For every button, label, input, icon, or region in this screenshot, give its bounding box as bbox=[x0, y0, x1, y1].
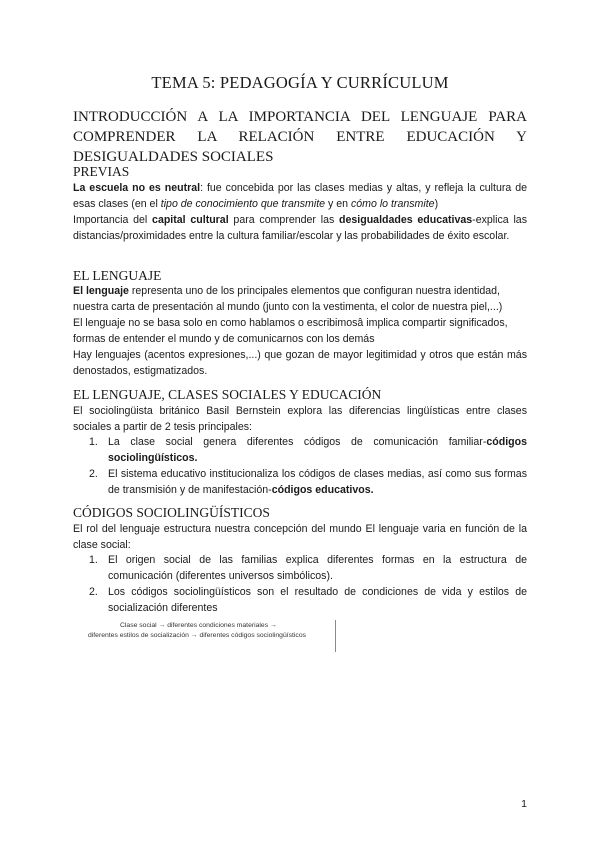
italic-text: cómo lo transmite bbox=[350, 198, 435, 210]
text-run: y en bbox=[325, 198, 351, 210]
bold-text: capital cultural bbox=[152, 214, 229, 226]
list-item bbox=[73, 552, 527, 584]
list-item bbox=[73, 584, 527, 616]
section-heading-codigos: CÓDIGOS SOCIOLINGÜÍSTICOS bbox=[73, 505, 270, 520]
previas-paragraph-1 bbox=[73, 180, 527, 212]
list-text: El origen social de las familias explica diferentes formas en la estructura de comunicación (diferentes universos simbólicos). bbox=[108, 554, 527, 582]
page-title: TEMA 5: PEDAGOGÍA Y CURRÍCULUM bbox=[151, 73, 449, 92]
clases-list bbox=[73, 434, 527, 498]
lenguaje-paragraph-2: El lenguaje no se basa solo en como hablamos o escribimosâ implica compartir significados, formas de entender el mundo y de comunicarnos con los demás bbox=[73, 317, 508, 345]
text-run: Importancia del bbox=[73, 214, 153, 226]
list-number: 2. bbox=[89, 586, 98, 598]
lenguaje-paragraph-1 bbox=[73, 283, 527, 315]
section-heading-clases: EL LENGUAJE, CLASES SOCIALES Y EDUCACIÓN bbox=[73, 387, 382, 402]
page-number: 1 bbox=[521, 798, 527, 810]
bold-text: desigualdades educativas bbox=[339, 214, 473, 226]
codigos-list bbox=[73, 552, 527, 616]
text-run: ) bbox=[434, 198, 439, 210]
list-number: 1. bbox=[89, 436, 98, 448]
italic-text: tipo de conocimiento que transmite bbox=[160, 198, 326, 210]
codigos-intro: El rol del lenguaje estructura nuestra concepción del mundo El lenguaje varia en función de la clase social: bbox=[73, 523, 527, 551]
section-heading-previas: PREVIAS bbox=[73, 164, 130, 179]
list-text: Los códigos sociolingüísticos son el resultado de condiciones de vida y estilos de socialización diferentes bbox=[108, 586, 527, 614]
list-number: 2. bbox=[89, 468, 98, 480]
list-text: La clase social genera diferentes códigos de comunicación familiar- bbox=[108, 436, 487, 448]
text-run: -explica las distancias/proximidades entre la cultura familiar/escolar y las probabilidades de éxito escolar. bbox=[73, 214, 527, 242]
bold-text: El lenguaje bbox=[73, 285, 129, 297]
bold-text: La escuela no es neutral bbox=[73, 182, 201, 194]
list-item bbox=[73, 434, 527, 466]
bold-text: códigos educativos. bbox=[271, 484, 374, 496]
bold-text: códigos sociolingüísticos. bbox=[108, 436, 527, 464]
clases-intro: El sociolingüista británico Basil Bernstein explora las diferencias lingüísticas entre clases sociales a partir de 2 tesis principales: bbox=[73, 405, 527, 433]
text-run: para comprender las bbox=[228, 214, 340, 226]
text-run: representa uno de los principales elementos que configuran nuestra identidad, nuestra carta de presentación al mundo (junto con la vestimenta, el color de nuestra piel,...) bbox=[73, 285, 503, 313]
figure-line-1: Clase social → diferentes condiciones materiales → bbox=[120, 622, 277, 629]
list-number: 1. bbox=[89, 554, 98, 566]
list-item bbox=[73, 466, 527, 498]
diagram-figure bbox=[80, 620, 336, 652]
figure-line-2: diferentes estilos de socialización → diferentes códigos sociolingüísticos bbox=[88, 632, 306, 639]
list-text: El sistema educativo institucionaliza los códigos de clases medias, así como sus formas de transmisión y de manifestación- bbox=[108, 468, 527, 496]
text-run: : fue concebida por las clases medias y altas, y refleja la cultura de esas clases (en el bbox=[73, 182, 527, 210]
lenguaje-paragraph-3: Hay lenguajes (acentos expresiones,...) que gozan de mayor legitimidad y otros que están más denostados, estigmatizados. bbox=[73, 349, 527, 377]
intro-heading: INTRODUCCIÓN A LA IMPORTANCIA DEL LENGUAJE PARA COMPRENDER LA RELACIÓN ENTRE EDUCACIÓN Y DESIGUALDADES SOCIALES bbox=[73, 109, 527, 165]
section-heading-lenguaje: EL LENGUAJE bbox=[73, 268, 162, 283]
previas-paragraph-2 bbox=[73, 212, 527, 244]
